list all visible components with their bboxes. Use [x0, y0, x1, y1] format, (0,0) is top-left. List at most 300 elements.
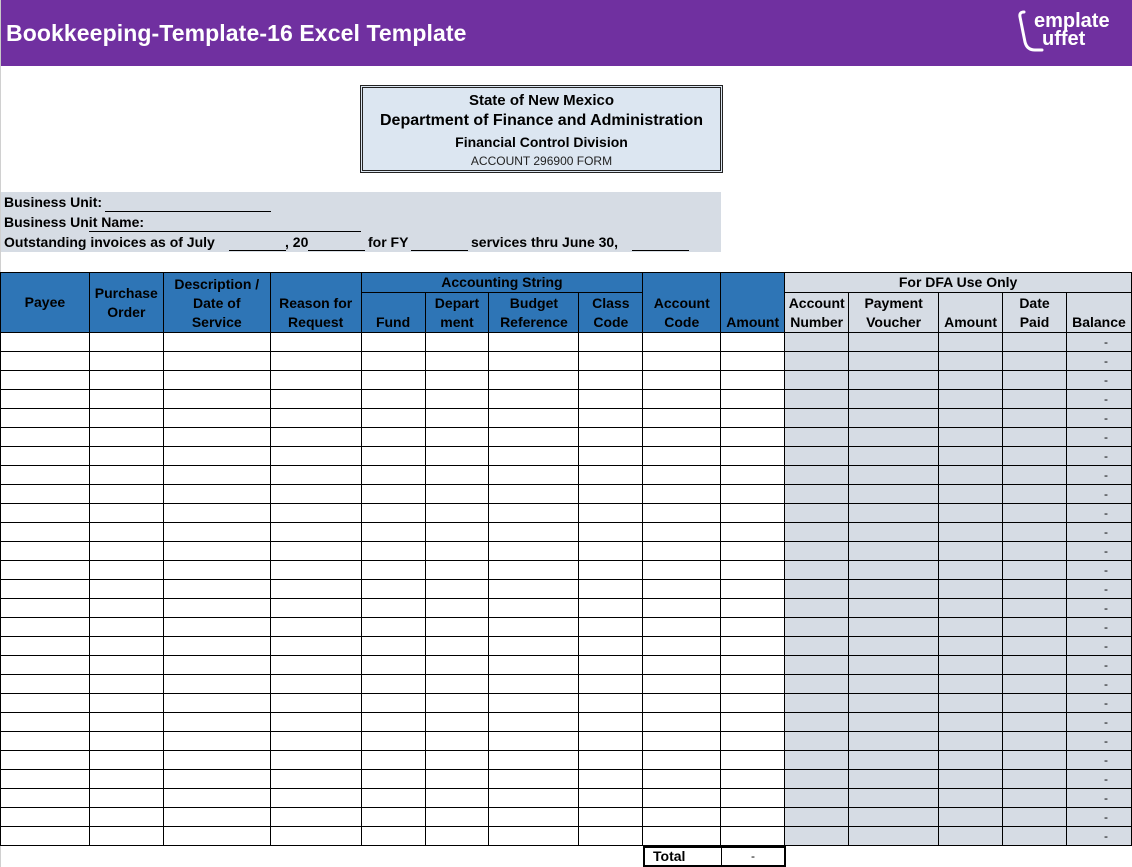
- cell-class-code[interactable]: [579, 732, 643, 751]
- cell-department[interactable]: [425, 675, 489, 694]
- cell-dfa-amount[interactable]: [939, 808, 1003, 827]
- cell-budget-reference[interactable]: [489, 561, 579, 580]
- cell-balance[interactable]: -: [1066, 580, 1131, 599]
- cell-account-number[interactable]: [785, 732, 849, 751]
- cell-department[interactable]: [425, 808, 489, 827]
- cell-description[interactable]: [163, 542, 270, 561]
- cell-payment-voucher[interactable]: [849, 447, 939, 466]
- cell-account-code[interactable]: [643, 371, 721, 390]
- cell-department[interactable]: [425, 789, 489, 808]
- cell-payee[interactable]: [1, 485, 90, 504]
- cell-fund[interactable]: [361, 333, 425, 352]
- cell-account-code[interactable]: [643, 390, 721, 409]
- cell-budget-reference[interactable]: [489, 428, 579, 447]
- cell-date-paid[interactable]: [1003, 523, 1067, 542]
- cell-amount[interactable]: [721, 694, 785, 713]
- cell-date-paid[interactable]: [1003, 618, 1067, 637]
- cell-class-code[interactable]: [579, 618, 643, 637]
- cell-payment-voucher[interactable]: [849, 580, 939, 599]
- business-unit-name-field[interactable]: [89, 231, 361, 232]
- cell-account-code[interactable]: [643, 523, 721, 542]
- cell-department[interactable]: [425, 466, 489, 485]
- cell-purchase-order[interactable]: [89, 333, 163, 352]
- cell-purchase-order[interactable]: [89, 580, 163, 599]
- cell-account-number[interactable]: [785, 599, 849, 618]
- cell-department[interactable]: [425, 523, 489, 542]
- cell-dfa-amount[interactable]: [939, 751, 1003, 770]
- cell-date-paid[interactable]: [1003, 371, 1067, 390]
- cell-class-code[interactable]: [579, 694, 643, 713]
- cell-reason[interactable]: [270, 466, 361, 485]
- cell-balance[interactable]: -: [1066, 447, 1131, 466]
- cell-reason[interactable]: [270, 428, 361, 447]
- cell-dfa-amount[interactable]: [939, 333, 1003, 352]
- cell-account-number[interactable]: [785, 523, 849, 542]
- cell-account-number[interactable]: [785, 675, 849, 694]
- cell-purchase-order[interactable]: [89, 428, 163, 447]
- cell-reason[interactable]: [270, 789, 361, 808]
- cell-balance[interactable]: -: [1066, 656, 1131, 675]
- cell-date-paid[interactable]: [1003, 656, 1067, 675]
- cell-balance[interactable]: -: [1066, 390, 1131, 409]
- cell-fund[interactable]: [361, 618, 425, 637]
- cell-budget-reference[interactable]: [489, 447, 579, 466]
- cell-reason[interactable]: [270, 713, 361, 732]
- cell-payee[interactable]: [1, 580, 90, 599]
- cell-class-code[interactable]: [579, 656, 643, 675]
- cell-class-code[interactable]: [579, 485, 643, 504]
- cell-purchase-order[interactable]: [89, 409, 163, 428]
- cell-dfa-amount[interactable]: [939, 827, 1003, 846]
- cell-purchase-order[interactable]: [89, 352, 163, 371]
- cell-purchase-order[interactable]: [89, 504, 163, 523]
- cell-balance[interactable]: -: [1066, 732, 1131, 751]
- cell-reason[interactable]: [270, 333, 361, 352]
- cell-account-code[interactable]: [643, 428, 721, 447]
- cell-department[interactable]: [425, 618, 489, 637]
- cell-fund[interactable]: [361, 808, 425, 827]
- cell-amount[interactable]: [721, 371, 785, 390]
- cell-account-number[interactable]: [785, 390, 849, 409]
- cell-payee[interactable]: [1, 466, 90, 485]
- cell-account-code[interactable]: [643, 694, 721, 713]
- cell-payment-voucher[interactable]: [849, 428, 939, 447]
- cell-account-code[interactable]: [643, 504, 721, 523]
- cell-budget-reference[interactable]: [489, 713, 579, 732]
- cell-date-paid[interactable]: [1003, 428, 1067, 447]
- cell-dfa-amount[interactable]: [939, 390, 1003, 409]
- cell-balance[interactable]: -: [1066, 504, 1131, 523]
- cell-payee[interactable]: [1, 428, 90, 447]
- cell-purchase-order[interactable]: [89, 561, 163, 580]
- cell-department[interactable]: [425, 371, 489, 390]
- cell-dfa-amount[interactable]: [939, 599, 1003, 618]
- cell-budget-reference[interactable]: [489, 789, 579, 808]
- cell-dfa-amount[interactable]: [939, 371, 1003, 390]
- cell-fund[interactable]: [361, 751, 425, 770]
- cell-payment-voucher[interactable]: [849, 713, 939, 732]
- june-year-field[interactable]: [632, 250, 689, 251]
- cell-account-number[interactable]: [785, 713, 849, 732]
- cell-dfa-amount[interactable]: [939, 523, 1003, 542]
- cell-account-number[interactable]: [785, 770, 849, 789]
- cell-payee[interactable]: [1, 675, 90, 694]
- year-field[interactable]: [308, 250, 365, 251]
- cell-amount[interactable]: [721, 428, 785, 447]
- cell-account-code[interactable]: [643, 580, 721, 599]
- cell-payee[interactable]: [1, 770, 90, 789]
- cell-class-code[interactable]: [579, 675, 643, 694]
- cell-payee[interactable]: [1, 447, 90, 466]
- fy-field[interactable]: [411, 250, 468, 251]
- cell-account-number[interactable]: [785, 333, 849, 352]
- cell-department[interactable]: [425, 637, 489, 656]
- cell-reason[interactable]: [270, 770, 361, 789]
- cell-balance[interactable]: -: [1066, 694, 1131, 713]
- cell-balance[interactable]: -: [1066, 637, 1131, 656]
- cell-description[interactable]: [163, 827, 270, 846]
- cell-description[interactable]: [163, 713, 270, 732]
- cell-reason[interactable]: [270, 656, 361, 675]
- cell-account-code[interactable]: [643, 409, 721, 428]
- cell-class-code[interactable]: [579, 409, 643, 428]
- cell-purchase-order[interactable]: [89, 466, 163, 485]
- cell-account-number[interactable]: [785, 789, 849, 808]
- cell-budget-reference[interactable]: [489, 523, 579, 542]
- cell-payee[interactable]: [1, 390, 90, 409]
- cell-class-code[interactable]: [579, 447, 643, 466]
- cell-balance[interactable]: -: [1066, 371, 1131, 390]
- cell-account-code[interactable]: [643, 675, 721, 694]
- cell-budget-reference[interactable]: [489, 618, 579, 637]
- cell-payment-voucher[interactable]: [849, 599, 939, 618]
- cell-payment-voucher[interactable]: [849, 770, 939, 789]
- cell-date-paid[interactable]: [1003, 542, 1067, 561]
- cell-fund[interactable]: [361, 542, 425, 561]
- cell-description[interactable]: [163, 523, 270, 542]
- cell-reason[interactable]: [270, 637, 361, 656]
- cell-payment-voucher[interactable]: [849, 371, 939, 390]
- cell-department[interactable]: [425, 580, 489, 599]
- cell-purchase-order[interactable]: [89, 485, 163, 504]
- cell-account-number[interactable]: [785, 694, 849, 713]
- cell-payee[interactable]: [1, 542, 90, 561]
- cell-balance[interactable]: -: [1066, 523, 1131, 542]
- cell-fund[interactable]: [361, 409, 425, 428]
- cell-purchase-order[interactable]: [89, 618, 163, 637]
- cell-fund[interactable]: [361, 694, 425, 713]
- cell-description[interactable]: [163, 599, 270, 618]
- cell-department[interactable]: [425, 428, 489, 447]
- cell-payment-voucher[interactable]: [849, 352, 939, 371]
- cell-description[interactable]: [163, 751, 270, 770]
- cell-amount[interactable]: [721, 409, 785, 428]
- cell-payee[interactable]: [1, 732, 90, 751]
- cell-account-number[interactable]: [785, 561, 849, 580]
- cell-dfa-amount[interactable]: [939, 542, 1003, 561]
- cell-budget-reference[interactable]: [489, 542, 579, 561]
- cell-account-code[interactable]: [643, 599, 721, 618]
- cell-reason[interactable]: [270, 447, 361, 466]
- cell-budget-reference[interactable]: [489, 732, 579, 751]
- cell-payee[interactable]: [1, 523, 90, 542]
- cell-balance[interactable]: -: [1066, 466, 1131, 485]
- cell-payment-voucher[interactable]: [849, 694, 939, 713]
- cell-fund[interactable]: [361, 428, 425, 447]
- cell-fund[interactable]: [361, 371, 425, 390]
- cell-account-code[interactable]: [643, 732, 721, 751]
- cell-budget-reference[interactable]: [489, 371, 579, 390]
- cell-amount[interactable]: [721, 485, 785, 504]
- cell-reason[interactable]: [270, 561, 361, 580]
- cell-budget-reference[interactable]: [489, 485, 579, 504]
- cell-date-paid[interactable]: [1003, 333, 1067, 352]
- cell-account-number[interactable]: [785, 618, 849, 637]
- business-unit-field[interactable]: [105, 211, 271, 212]
- cell-payment-voucher[interactable]: [849, 827, 939, 846]
- cell-description[interactable]: [163, 485, 270, 504]
- cell-description[interactable]: [163, 789, 270, 808]
- cell-payee[interactable]: [1, 637, 90, 656]
- cell-date-paid[interactable]: [1003, 789, 1067, 808]
- cell-department[interactable]: [425, 409, 489, 428]
- cell-fund[interactable]: [361, 827, 425, 846]
- cell-date-paid[interactable]: [1003, 732, 1067, 751]
- cell-description[interactable]: [163, 428, 270, 447]
- cell-account-number[interactable]: [785, 371, 849, 390]
- cell-account-code[interactable]: [643, 827, 721, 846]
- cell-fund[interactable]: [361, 390, 425, 409]
- cell-balance[interactable]: -: [1066, 352, 1131, 371]
- cell-payee[interactable]: [1, 789, 90, 808]
- cell-payment-voucher[interactable]: [849, 732, 939, 751]
- cell-class-code[interactable]: [579, 770, 643, 789]
- cell-amount[interactable]: [721, 542, 785, 561]
- cell-budget-reference[interactable]: [489, 352, 579, 371]
- cell-fund[interactable]: [361, 637, 425, 656]
- cell-payee[interactable]: [1, 352, 90, 371]
- cell-date-paid[interactable]: [1003, 561, 1067, 580]
- cell-purchase-order[interactable]: [89, 390, 163, 409]
- cell-payee[interactable]: [1, 561, 90, 580]
- cell-payment-voucher[interactable]: [849, 637, 939, 656]
- cell-date-paid[interactable]: [1003, 713, 1067, 732]
- cell-purchase-order[interactable]: [89, 523, 163, 542]
- cell-department[interactable]: [425, 827, 489, 846]
- cell-department[interactable]: [425, 694, 489, 713]
- cell-dfa-amount[interactable]: [939, 504, 1003, 523]
- cell-balance[interactable]: -: [1066, 333, 1131, 352]
- cell-dfa-amount[interactable]: [939, 789, 1003, 808]
- cell-fund[interactable]: [361, 599, 425, 618]
- cell-purchase-order[interactable]: [89, 789, 163, 808]
- cell-budget-reference[interactable]: [489, 808, 579, 827]
- cell-class-code[interactable]: [579, 523, 643, 542]
- cell-date-paid[interactable]: [1003, 409, 1067, 428]
- cell-account-number[interactable]: [785, 751, 849, 770]
- cell-budget-reference[interactable]: [489, 504, 579, 523]
- cell-amount[interactable]: [721, 447, 785, 466]
- cell-reason[interactable]: [270, 523, 361, 542]
- cell-description[interactable]: [163, 390, 270, 409]
- cell-dfa-amount[interactable]: [939, 485, 1003, 504]
- cell-budget-reference[interactable]: [489, 333, 579, 352]
- cell-account-code[interactable]: [643, 542, 721, 561]
- template-buffet-logo[interactable]: [1016, 8, 1128, 56]
- cell-amount[interactable]: [721, 561, 785, 580]
- cell-date-paid[interactable]: [1003, 808, 1067, 827]
- cell-dfa-amount[interactable]: [939, 618, 1003, 637]
- cell-department[interactable]: [425, 542, 489, 561]
- cell-description[interactable]: [163, 504, 270, 523]
- cell-account-code[interactable]: [643, 618, 721, 637]
- cell-amount[interactable]: [721, 352, 785, 371]
- cell-dfa-amount[interactable]: [939, 561, 1003, 580]
- cell-date-paid[interactable]: [1003, 599, 1067, 618]
- cell-payee[interactable]: [1, 827, 90, 846]
- cell-payment-voucher[interactable]: [849, 789, 939, 808]
- cell-class-code[interactable]: [579, 333, 643, 352]
- cell-account-code[interactable]: [643, 466, 721, 485]
- cell-description[interactable]: [163, 580, 270, 599]
- cell-class-code[interactable]: [579, 808, 643, 827]
- cell-amount[interactable]: [721, 827, 785, 846]
- cell-description[interactable]: [163, 732, 270, 751]
- cell-department[interactable]: [425, 751, 489, 770]
- cell-fund[interactable]: [361, 352, 425, 371]
- cell-reason[interactable]: [270, 808, 361, 827]
- cell-date-paid[interactable]: [1003, 580, 1067, 599]
- cell-payee[interactable]: [1, 409, 90, 428]
- cell-dfa-amount[interactable]: [939, 675, 1003, 694]
- cell-budget-reference[interactable]: [489, 580, 579, 599]
- cell-purchase-order[interactable]: [89, 542, 163, 561]
- cell-payment-voucher[interactable]: [849, 542, 939, 561]
- cell-reason[interactable]: [270, 352, 361, 371]
- cell-description[interactable]: [163, 675, 270, 694]
- cell-amount[interactable]: [721, 504, 785, 523]
- cell-class-code[interactable]: [579, 637, 643, 656]
- cell-balance[interactable]: -: [1066, 827, 1131, 846]
- cell-budget-reference[interactable]: [489, 827, 579, 846]
- cell-reason[interactable]: [270, 618, 361, 637]
- cell-payee[interactable]: [1, 504, 90, 523]
- cell-reason[interactable]: [270, 827, 361, 846]
- cell-department[interactable]: [425, 390, 489, 409]
- cell-account-code[interactable]: [643, 770, 721, 789]
- cell-account-number[interactable]: [785, 542, 849, 561]
- cell-class-code[interactable]: [579, 599, 643, 618]
- cell-department[interactable]: [425, 504, 489, 523]
- cell-amount[interactable]: [721, 713, 785, 732]
- cell-payment-voucher[interactable]: [849, 333, 939, 352]
- cell-account-number[interactable]: [785, 447, 849, 466]
- cell-purchase-order[interactable]: [89, 694, 163, 713]
- cell-department[interactable]: [425, 732, 489, 751]
- cell-dfa-amount[interactable]: [939, 656, 1003, 675]
- cell-purchase-order[interactable]: [89, 371, 163, 390]
- cell-department[interactable]: [425, 352, 489, 371]
- cell-account-number[interactable]: [785, 656, 849, 675]
- cell-class-code[interactable]: [579, 504, 643, 523]
- cell-account-code[interactable]: [643, 333, 721, 352]
- cell-fund[interactable]: [361, 523, 425, 542]
- cell-reason[interactable]: [270, 751, 361, 770]
- cell-description[interactable]: [163, 409, 270, 428]
- cell-description[interactable]: [163, 694, 270, 713]
- cell-budget-reference[interactable]: [489, 656, 579, 675]
- cell-description[interactable]: [163, 808, 270, 827]
- cell-class-code[interactable]: [579, 827, 643, 846]
- cell-amount[interactable]: [721, 789, 785, 808]
- cell-account-code[interactable]: [643, 713, 721, 732]
- cell-fund[interactable]: [361, 466, 425, 485]
- cell-date-paid[interactable]: [1003, 637, 1067, 656]
- cell-class-code[interactable]: [579, 751, 643, 770]
- cell-purchase-order[interactable]: [89, 732, 163, 751]
- cell-payee[interactable]: [1, 371, 90, 390]
- cell-fund[interactable]: [361, 713, 425, 732]
- cell-class-code[interactable]: [579, 542, 643, 561]
- cell-payee[interactable]: [1, 618, 90, 637]
- cell-payment-voucher[interactable]: [849, 561, 939, 580]
- cell-amount[interactable]: [721, 523, 785, 542]
- cell-budget-reference[interactable]: [489, 694, 579, 713]
- cell-balance[interactable]: -: [1066, 599, 1131, 618]
- cell-date-paid[interactable]: [1003, 751, 1067, 770]
- cell-account-number[interactable]: [785, 637, 849, 656]
- cell-balance[interactable]: -: [1066, 770, 1131, 789]
- cell-payee[interactable]: [1, 333, 90, 352]
- cell-purchase-order[interactable]: [89, 751, 163, 770]
- cell-description[interactable]: [163, 352, 270, 371]
- cell-amount[interactable]: [721, 580, 785, 599]
- cell-purchase-order[interactable]: [89, 770, 163, 789]
- cell-amount[interactable]: [721, 466, 785, 485]
- cell-payment-voucher[interactable]: [849, 390, 939, 409]
- cell-dfa-amount[interactable]: [939, 466, 1003, 485]
- cell-reason[interactable]: [270, 675, 361, 694]
- cell-dfa-amount[interactable]: [939, 352, 1003, 371]
- cell-budget-reference[interactable]: [489, 466, 579, 485]
- cell-payment-voucher[interactable]: [849, 751, 939, 770]
- cell-payment-voucher[interactable]: [849, 618, 939, 637]
- cell-balance[interactable]: -: [1066, 675, 1131, 694]
- cell-dfa-amount[interactable]: [939, 770, 1003, 789]
- cell-description[interactable]: [163, 371, 270, 390]
- cell-reason[interactable]: [270, 580, 361, 599]
- cell-date-paid[interactable]: [1003, 504, 1067, 523]
- cell-description[interactable]: [163, 561, 270, 580]
- cell-amount[interactable]: [721, 333, 785, 352]
- cell-reason[interactable]: [270, 694, 361, 713]
- cell-account-code[interactable]: [643, 808, 721, 827]
- cell-payment-voucher[interactable]: [849, 504, 939, 523]
- cell-fund[interactable]: [361, 504, 425, 523]
- cell-date-paid[interactable]: [1003, 694, 1067, 713]
- cell-purchase-order[interactable]: [89, 713, 163, 732]
- cell-amount[interactable]: [721, 390, 785, 409]
- cell-date-paid[interactable]: [1003, 466, 1067, 485]
- cell-fund[interactable]: [361, 770, 425, 789]
- cell-reason[interactable]: [270, 732, 361, 751]
- cell-reason[interactable]: [270, 371, 361, 390]
- cell-class-code[interactable]: [579, 428, 643, 447]
- cell-department[interactable]: [425, 561, 489, 580]
- cell-fund[interactable]: [361, 485, 425, 504]
- cell-date-paid[interactable]: [1003, 352, 1067, 371]
- cell-amount[interactable]: [721, 656, 785, 675]
